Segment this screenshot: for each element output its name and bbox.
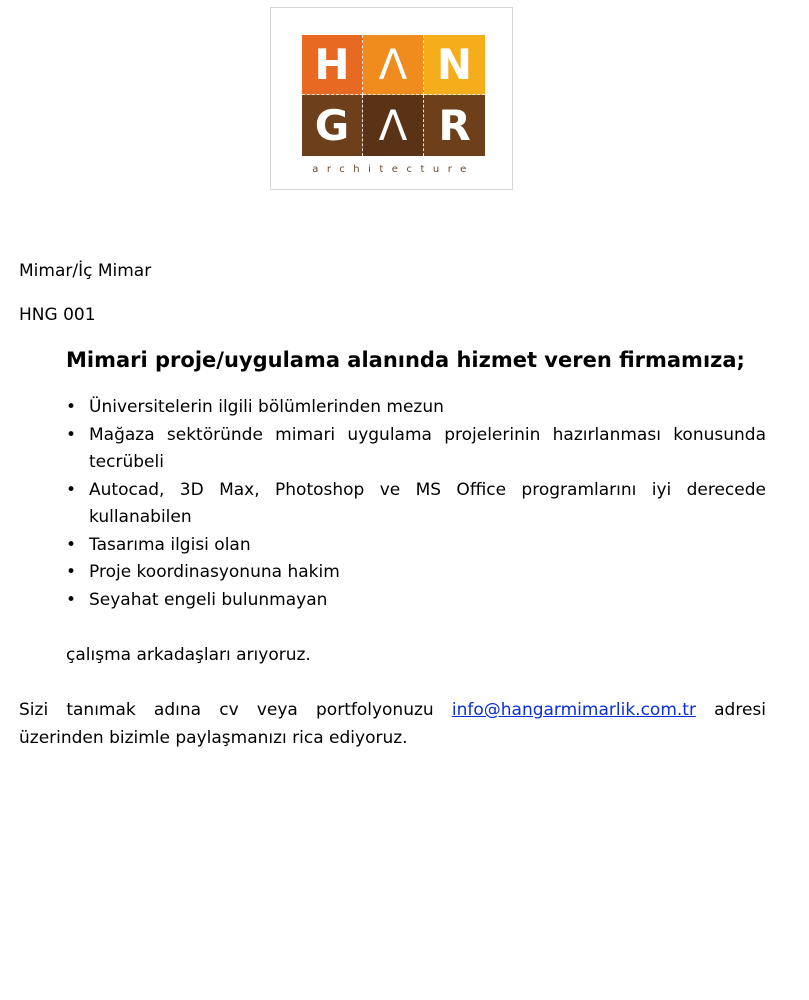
company-logo	[270, 7, 513, 190]
email-link[interactable]: info@hangarmimarlik.com.tr	[451, 700, 696, 720]
logo-subtitle: architecture	[312, 164, 475, 175]
logo-tile: H	[302, 35, 363, 95]
announcement-heading: Mimari proje/uygulama alanında hizmet veren firmamıza;	[66, 348, 745, 372]
requirement-item: • Proje koordinasyonuna hakim	[66, 559, 766, 587]
requirement-item: • Seyahat engeli bulunmayan	[66, 587, 766, 615]
job-code: HNG 001	[19, 305, 96, 325]
contact-paragraph	[19, 696, 766, 752]
logo-tile: N	[424, 35, 485, 95]
logo-tile: G	[302, 95, 363, 156]
closing-sentence: çalışma arkadaşları arıyoruz.	[66, 645, 311, 665]
logo-tile: Λ	[363, 95, 424, 156]
requirements-list	[66, 394, 766, 614]
requirement-item: • Mağaza sektöründe mimari uygulama projelerinin hazırlanması konusunda tecrübeli	[66, 422, 766, 477]
logo-tile-grid	[302, 35, 485, 156]
requirement-item: • Tasarıma ilgisi olan	[66, 532, 766, 560]
requirement-item: • Autocad, 3D Max, Photoshop ve MS Office programlarını iyi derecede kullanabilen	[66, 477, 766, 532]
requirement-item: • Üniversitelerin ilgili bölümlerinden mezun	[66, 394, 766, 422]
contact-text-before: Sizi tanımak adına cv veya portfolyonuzu	[19, 700, 434, 720]
contact-text-after: adresi üzerinden bizimle paylaşmanızı rica ediyoruz.	[19, 700, 766, 748]
logo-tile: Λ	[363, 35, 424, 95]
position-title: Mimar/İç Mimar	[19, 261, 152, 281]
logo-tile: R	[424, 95, 485, 156]
